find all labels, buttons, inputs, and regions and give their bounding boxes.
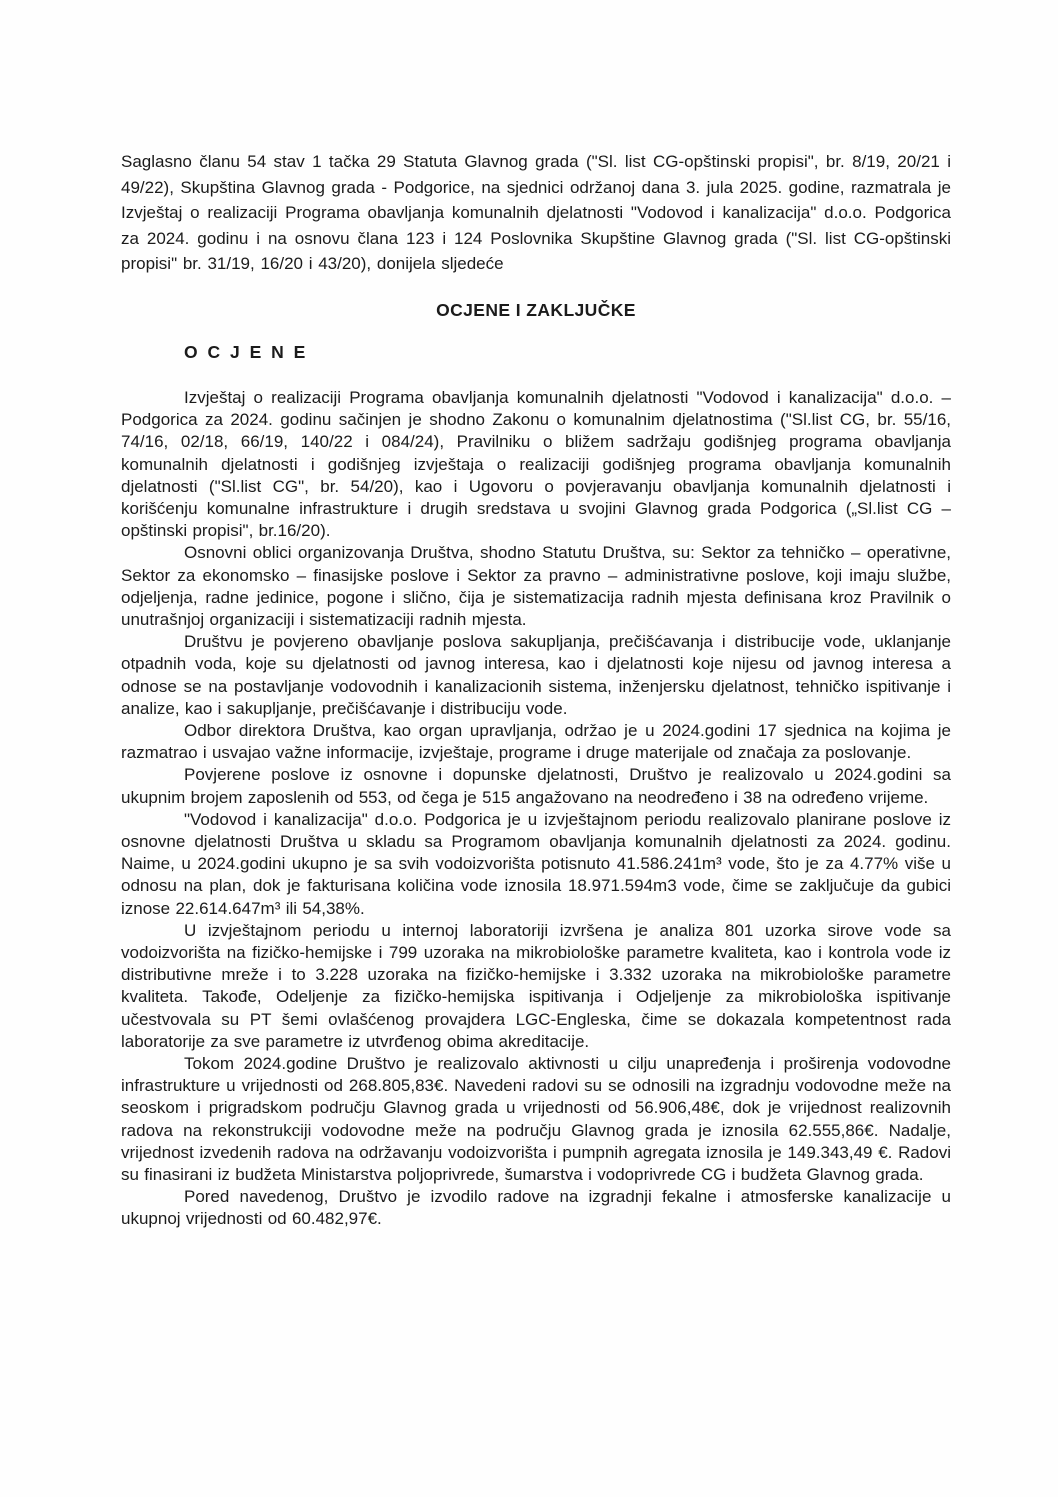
body-paragraph: Osnovni oblici organizovanja Društva, shodno Statutu Društva, su: Sektor za tehničko – operativne, Sektor za ekonomsko – finasijske poslove i Sektor za pravno – administrativne poslove, koji imaju službe, odjeljenja, radne jedinice, pogone i slično, čija je sistematizacija radnih mjesta definisana kroz Pravilnik o unutrašnjoj organizaciji i sistematizaciji radnih mjesta. — [121, 543, 951, 629]
document-title: OCJENE I ZAKLJUČKE — [436, 299, 636, 320]
section-heading-ocjene: O C J E N E — [184, 341, 308, 362]
body-paragraph: Povjerene poslove iz osnovne i dopunske djelatnosti, Društvo je realizovalo u 2024.godini sa ukupnim brojem zaposlenih od 553, od čega je 515 angažovano na neodređeno i 38 na određeno vrijeme. — [121, 765, 951, 807]
body-paragraph: Društvu je povjereno obavljanje poslova sakupljanja, prečišćavanja i distribucije vode, uklanjanje otpadnih voda, koje su djelatnosti od javnog interesa, kao i djelatnosti koje nijesu od javnog interesa a odnose se na postavljanje vodovodnih i kanalizacionih sistema, inženjersku djelatnost, tehničko ispitivanje i analize, kao i sakupljanje, prečišćavanje i distribuciju vode. — [121, 632, 951, 718]
document-body — [121, 387, 951, 1231]
body-paragraph: Tokom 2024.godine Društvo je realizovalo aktivnosti u cilju unapređenja i proširenja vodovodne infrastrukture u vrijednosti od 268.805,83€. Navedeni radovi su se odnosili na izgradnju vodovodne meže na seoskom i prigradskom području Glavnog grada u vrijednosti od 56.906,48€, dok je vrijednost realizovnih radova na rekonstrukciji vodovodne meže na području Glavnog grada je iznosila 62.555,86€. Nadalje, vrijednost izvedenih radova na održavanju vodoizvorišta i pumpnih agregata iznosila je 149.343,49 €. Radovi su finasirani iz budžeta Ministarstva poljoprivrede, šumarstva i vodoprivrede CG i budžeta Glavnog grada. — [121, 1054, 951, 1185]
body-paragraph: Pored navedenog, Društvo je izvodilo radove na izgradnji fekalne i atmosferske kanalizacije u ukupnoj vrijednosti od 60.482,97€. — [121, 1187, 951, 1229]
body-paragraph: Odbor direktora Društva, kao organ upravljanja, održao je u 2024.godini 17 sjednica na kojima je razmatrao i usvajao važne informacije, izvještaje, programe i druge materijale od značaja za poslovanje. — [121, 721, 951, 763]
body-paragraph: U izvještajnom periodu u internoj laboratoriji izvršena je analiza 801 uzorka sirove vode sa vodoizvorišta na fizičko-hemijske i 799 uzoraka na mikrobiološke parametre kvaliteta, kao i kontrola vode iz distributivne mreže i to 3.228 uzoraka na fizičko-hemijske i 3.332 uzoraka na mikrobiološke parametre kvaliteta. Takođe, Odeljenje za fizičko-hemijska ispitivanja i Odjeljenje za mikrobiološka ispitivanje učestvovala su PT šemi ovlašćenog provajdera LGC-Engleska, čime se dokazala kompetentnost rada laboratorije za sve parametre iz utvrđenog obima akreditacije. — [121, 920, 951, 1051]
body-paragraph: Izvještaj o realizaciji Programa obavljanja komunalnih djelatnosti "Vodovod i kanalizacija" d.o.o. – Podgorica za 2024. godinu sačinjen je shodno Zakonu o komunalnim djelatnostima ("Sl.list CG, br. 55/16, 74/16, 02/18, 66/19, 140/22 i 084/24), Pravilniku o bližem sadržaju godišnjeg programa obavljanja komunalnih djelatnosti i godišnjeg izvještaja o realizaciji godišnjeg programa obavljanja komunalnih djelatnosti ("Sl.list CG", br. 54/20), kao i Ugovoru o povjeravanju obavljanja komunalnih djelatnosti i korišćenju komunalne infrastrukture i drugih sredstava u svojini Glavnog grada Podgorica („Sl.list CG – opštinski propisi", br.16/20). — [121, 387, 951, 541]
intro-paragraph: Saglasno članu 54 stav 1 tačka 29 Statuta Glavnog grada ("Sl. list CG-opštinski propisi", br. 8/19, 20/21 i 49/22), Skupština Glavnog grada - Podgorice, na sjednici održanoj dana 3. jula 2025. godine, razmatrala je Izvještaj o realizaciji Programa obavljanja komunalnih djelatnosti "Vodovod i kanalizacija" d.o.o. Podgorica za 2024. godinu i na osnovu člana 123 i 124 Poslovnika Skupštine Glavnog grada ("Sl. list CG-opštinski propisi" br. 31/19, 16/20 i 43/20), donijela sljedeće — [121, 152, 951, 274]
body-paragraph: "Vodovod i kanalizacija" d.o.o. Podgorica je u izvještajnom periodu realizovalo planirane poslove iz osnovne djelatnosti Društva u skladu sa Programom obavljanja komunalnih djelatnosti za 2024. godinu. Naime, u 2024.godini ukupno je sa svih vodoizvorišta potisnuto 41.586.241m³ vode, što je za 4.77% više u odnosu na plan, dok je fakturisana količina vode iznosila 18.971.594m3 vode, čime se zaključuje da gubici iznose 22.614.647m³ ili 54,38%. — [121, 809, 951, 918]
